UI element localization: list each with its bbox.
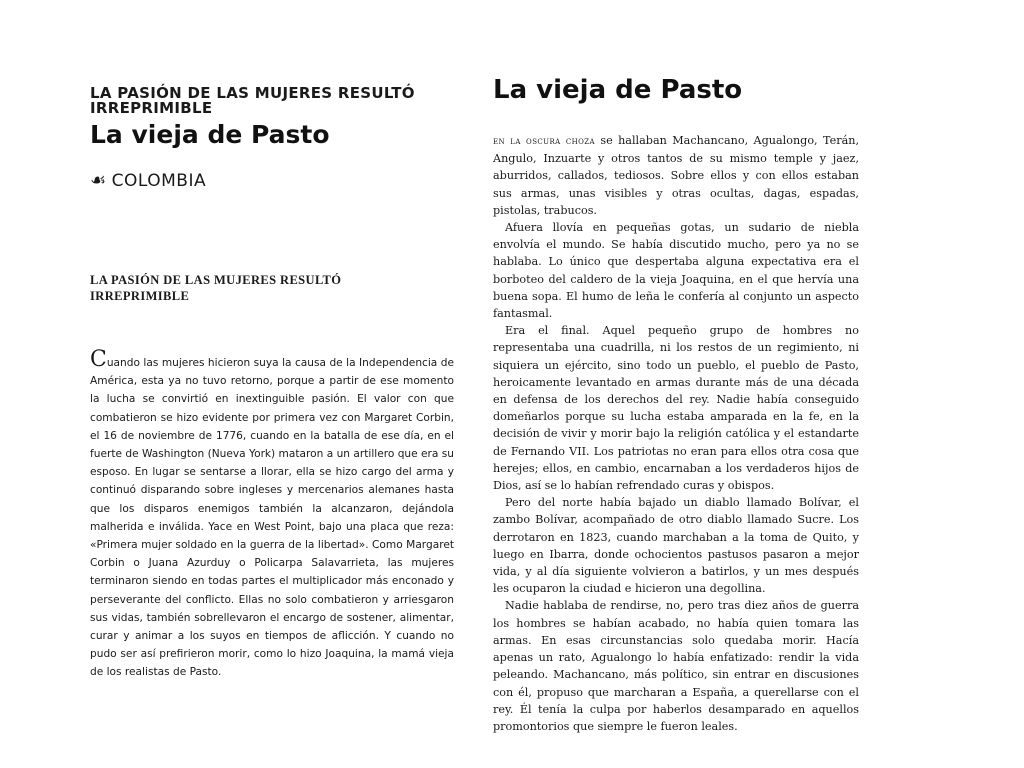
- right-page: [493, 74, 859, 735]
- intro-paragraph: [90, 347, 454, 682]
- paragraph: Pero del norte había bajado un diablo llamado Bolívar, el zambo Bolívar, acompañado de otro diablo llamado Sucre. Los derrotaron en 1823, cuando marchaban a la toma de Quito, y luego en Ibarra, donde ochocientos pastusos pasaron a mejor vida, y al día siguiente volvieron a batirlos, y un mes después les ocuparon la ciudad e hicieron una degollina.: [493, 496, 859, 596]
- chapter-title: La vieja de Pasto: [493, 75, 743, 105]
- paragraph-text: se hallaban Machancano, Agualongo, Terán, Angulo, Inzuarte y otros tantos de su mismo temple y jaez, aburridos, callados, tediosos. Sobre ellos y con ellos estaban sus armas, unas visibles y otras ocultas, dagas, espadas, pistolas, trabucos.: [493, 134, 859, 217]
- section-heading: LA PASIÓN DE LAS MUJERES RESULTÓ IRREPRIMIBLE: [90, 273, 342, 303]
- chapter-body: [493, 132, 859, 735]
- left-page-header: [90, 86, 454, 191]
- intro-text: uando las mujeres hicieron suya la causa de la Independencia de América, esta ya no tuvo retorno, porque a partir de ese momento la lucha se convirtió en inextinguible pasión. El valor con que combatieron se hizo evidente por primera vez con Margaret Corbin, el 16 de noviembre de 1776, cuando en la batalla de ese día, en el fuerte de Washington (Nueva York) mataron a un artillero que era su esposo. En lugar se sentarse a llorar, ella se hizo cargo del arma y continuó disparando sobre ingleses y mercenarios alemanes hasta que los disparos enemigos también la alcanzaron, dejándola malherida e inválida. Yace en West Point, bajo una placa que reza: «Primera mujer soldado en la guerra de la libertad». Como Margaret Corbin o Juana Azurduy o Policarpa Salavarrieta, las mujeres terminaron siendo en todas partes el multiplicador más enconado y perseverante del conflicto. Ellas no solo combatieron y arriesgaron sus vidas, también sobrellevaron el encargo de sostener, alimentar, curar y animar a los suyos en tiempos de aflicción. Y cuando no pudo ser así prefirieron morir, como lo hizo Joaquina, la mamá vieja de los realistas de Pasto.: [90, 357, 454, 679]
- country-line: [90, 170, 454, 191]
- lead-smallcaps: en la oscura choza: [493, 136, 595, 147]
- country-label: COLOMBIA: [111, 170, 207, 191]
- page-title: La vieja de Pasto: [90, 120, 330, 149]
- floral-ornament-icon: ☙: [90, 170, 107, 191]
- paragraph: Nadie hablaba de rendirse, no, pero tras diez años de guerra los hombres se habían acabado, no había quien tomara las armas. En esas circunstancias solo quedaba morir. Hacía apenas un rato, Agualongo lo había enfatizado: rendir la vida peleando. Machancano, más político, sin entrar en discusiones con él, propuso que marcharan a España, a querellarse con el rey. Él tenía la culpa por haberlos desamparado en aquellos promontorios que siempre le fueron leales.: [493, 599, 859, 733]
- kicker: LA PASIÓN DE LAS MUJERES RESULTÓ IRREPRIMIBLE: [90, 84, 415, 117]
- drop-cap: C: [90, 347, 107, 372]
- paragraph: [493, 132, 859, 219]
- paragraph: Era el final. Aquel pequeño grupo de hombres no representaba una cuadrilla, ni los restos de un regimiento, ni siquiera un ejército, sino todo un pueblo, el pueblo de Pasto, heroicamente levantado en armas durante más de una década en defensa de los derechos del rey. Nadie había conseguido domeñarlos porque su lucha estaba amparada en la fe, en la decisión de vivir y morir bajo la religión católica y el estandarte de Fernando VII. Los patriotas no eran para ellos otra cosa que herejes; ellos, en cambio, encarnaban a los verdaderos hijos de Dios, así se lo habían refrendado curas y obispos.: [493, 324, 859, 493]
- paragraph: Afuera llovía en pequeñas gotas, un sudario de niebla envolvía el mundo. Se había discutido mucho, pero ya no se hablaba. Lo único que despertaba alguna expectativa era el borboteo del caldero de la vieja Joaquina, en el que hervía una buena sopa. El humo de leña le confería al conjunto un aspecto fantasmal.: [493, 221, 859, 321]
